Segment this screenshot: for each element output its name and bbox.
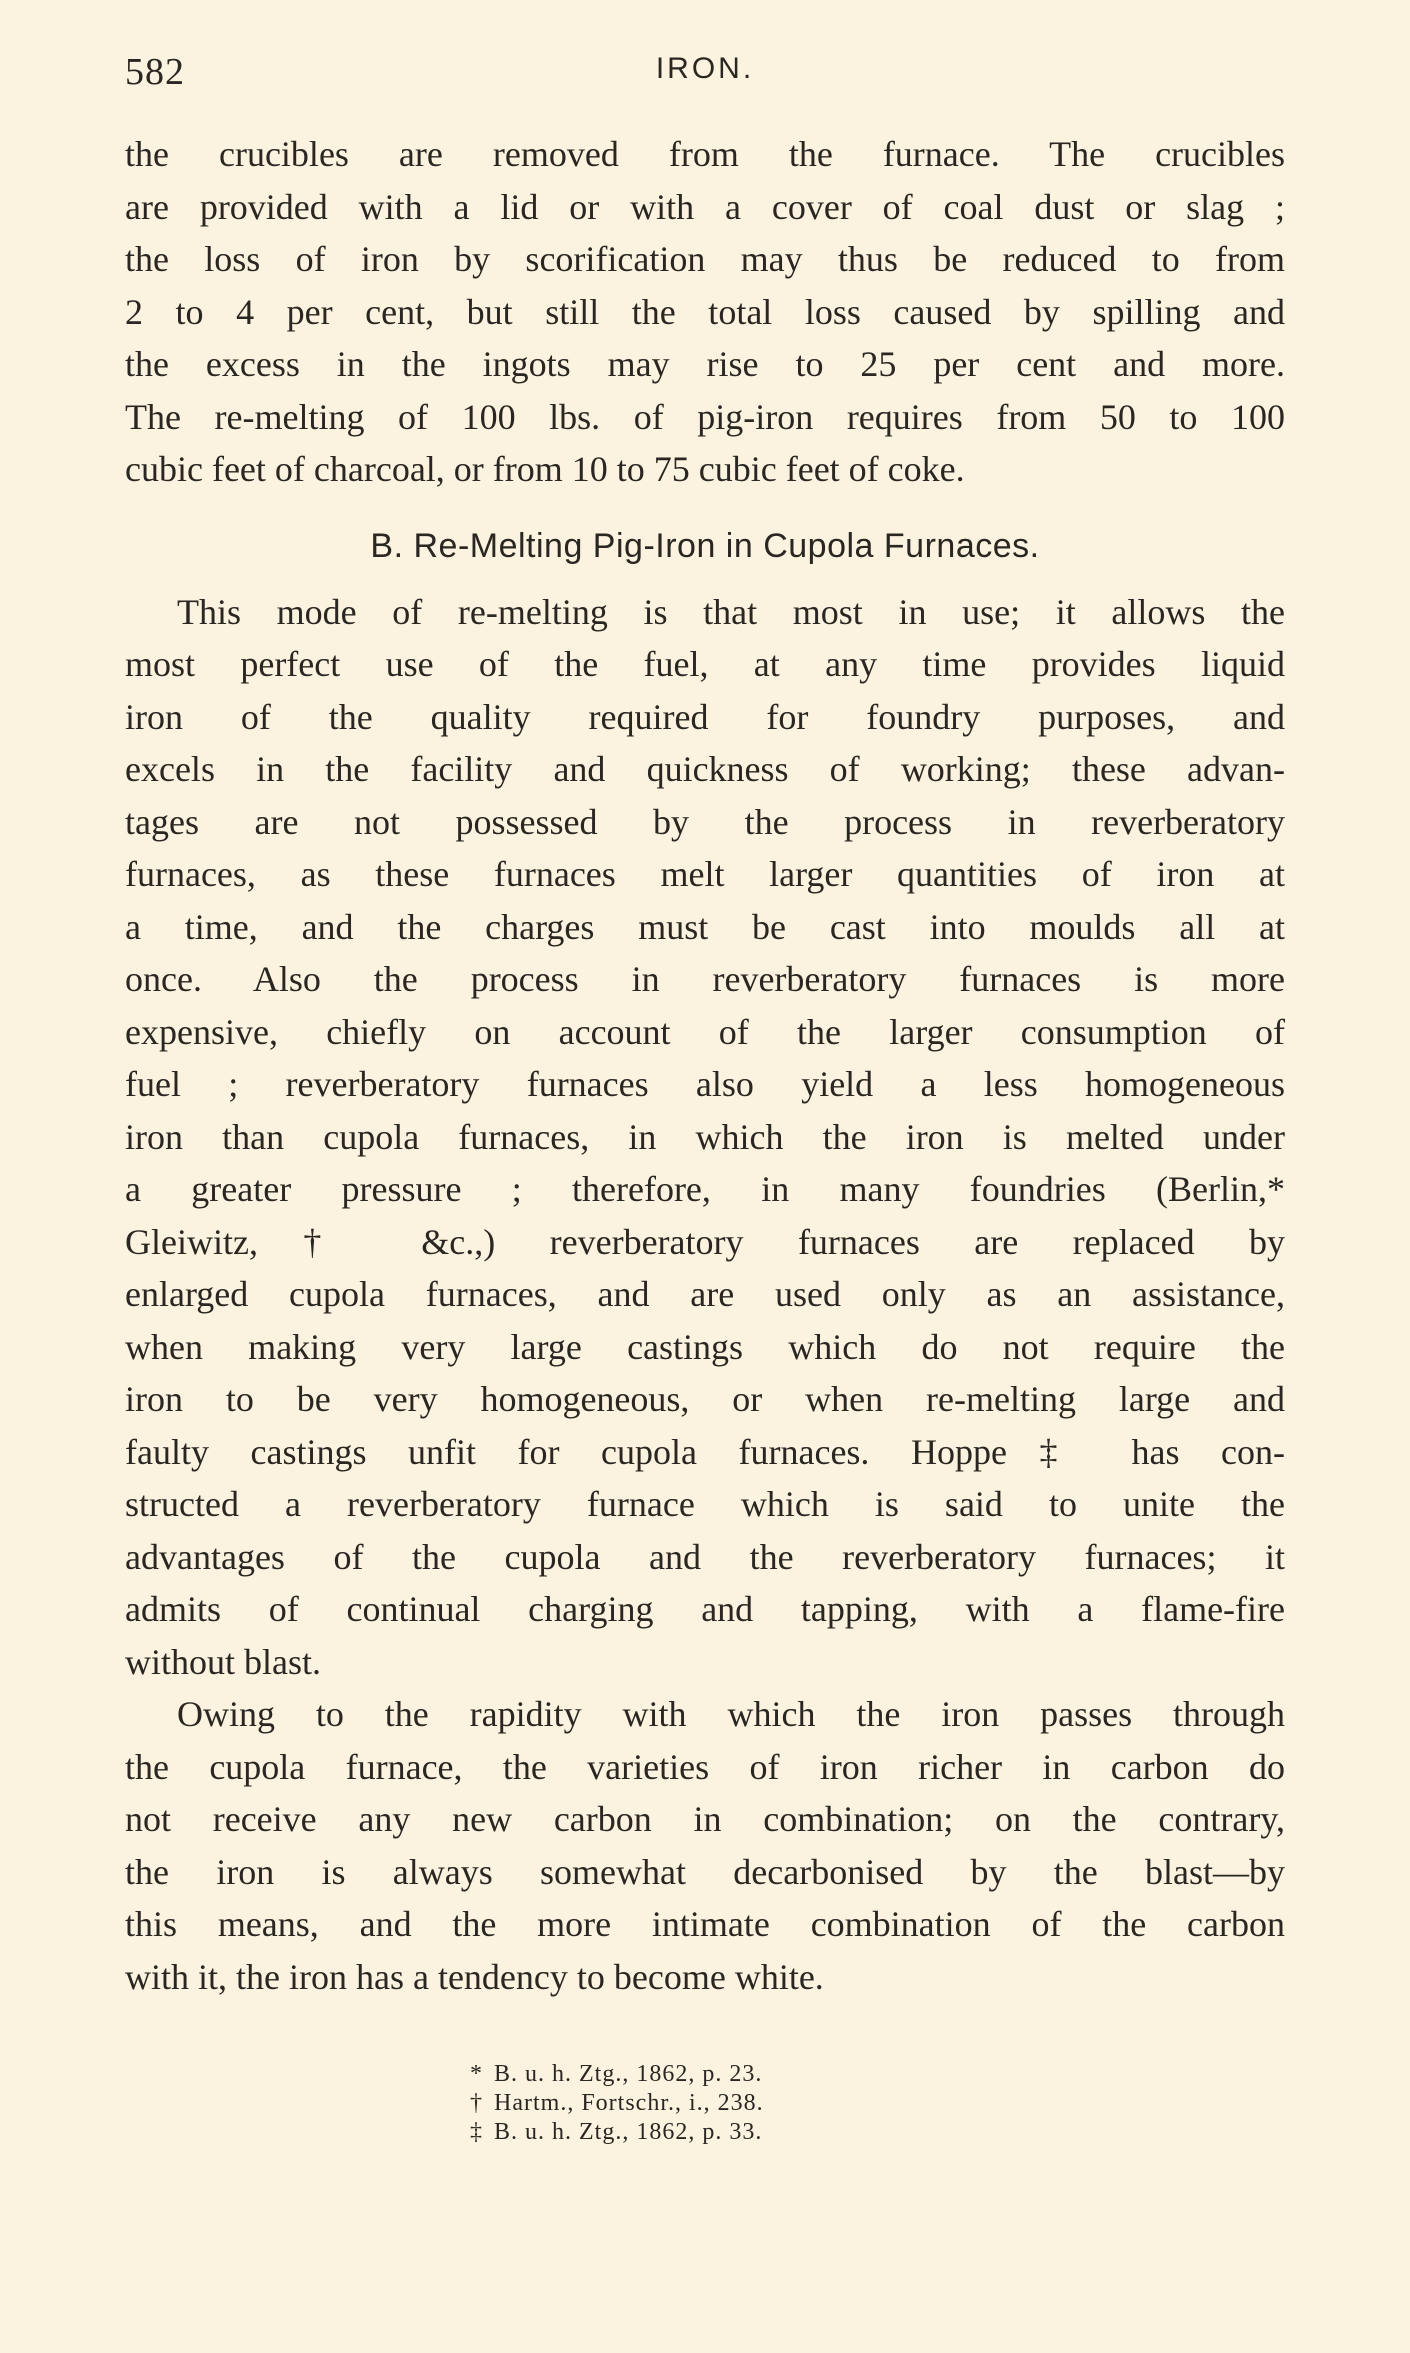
body-text [125,128,1285,2003]
footnote-mark: † [470,2090,483,2116]
footnotes [470,2060,1070,2147]
text-line: most perfect use of the fuel, at any time provides liquid [125,644,1285,684]
text-line: the crucibles are removed from the furnace. The crucibles [125,134,1285,174]
text-line: a time, and the charges must be cast into moulds all at [125,906,1285,947]
text-line: Gleiwitz,† &c.,) reverberatory furnaces are replaced by [125,1221,1285,1262]
text-line: excels in the facility and quickness of working; these advan- [125,749,1285,789]
text-line: structed a reverberatory furnace which is said to unite the [125,1484,1285,1524]
text-line: enlarged cupola furnaces, and are used only as an assistance, [125,1274,1285,1314]
text-line: the loss of iron by scorification may thus be reduced to from [125,239,1285,279]
text-line: 2 to 4 per cent, but still the total loss caused by spilling and [125,291,1285,332]
text-line: iron of the quality required for foundry purposes, and [125,696,1285,737]
text-line: the iron is always somewhat decarbonised by the blast—by [125,1851,1285,1892]
text-line: cubic feet of charcoal, or from 10 to 75 cubic feet of coke. [125,449,965,489]
text-line: the excess in the ingots may rise to 25 per cent and more. [125,344,1285,384]
text-line: not receive any new carbon in combination; on the contrary, [125,1799,1285,1839]
footnote-text: B. u. h. Ztg., 1862, p. 23. [494,2061,763,2087]
text-line: tages are not possessed by the process in reverberatory [125,801,1285,842]
text-line: admits of continual charging and tapping, with a flame-fire [125,1589,1285,1629]
paragraph-crucibles [125,128,1285,496]
paragraph-cupola-mode [125,586,1285,1689]
text-line: Owing to the rapidity with which the iron passes through [177,1694,1285,1734]
text-line: This mode of re-melting is that most in use; it allows the [177,591,1285,632]
running-title: IRON. [655,52,755,85]
text-line: when making very large castings which do not require the [125,1326,1285,1367]
footnote [470,2089,1070,2118]
footnote-mark: * [470,2061,483,2087]
text-line: are provided with a lid or with a cover of coal dust or slag ; [125,186,1285,227]
footnote-text: Hartm., Fortschr., i., 238. [494,2090,764,2116]
footnote-text: B. u. h. Ztg., 1862, p. 33. [494,2119,763,2145]
footnote [470,2118,1070,2147]
footnote-mark: ‡ [470,2119,483,2145]
text-line: once. Also the process in reverberatory furnaces is more [125,959,1285,999]
section-heading: B. Re-Melting Pig-Iron in Cupola Furnaces. [370,526,1040,565]
text-line: with it, the iron has a tendency to become white. [125,1956,824,1997]
text-line: a greater pressure ; therefore, in many foundries (Berlin,* [125,1169,1285,1209]
text-line: The re-melting of 100 lbs. of pig-iron requires from 50 to 100 [125,396,1285,437]
page-number: 582 [125,51,185,93]
paragraph-decarbonisation [125,1688,1285,2003]
text-line: furnaces, as these furnaces melt larger quantities of iron at [125,854,1285,894]
page-header [125,46,1285,106]
text-line: this means, and the more intimate combination of the carbon [125,1904,1285,1944]
text-line: the cupola furnace, the varieties of iron richer in carbon do [125,1746,1285,1787]
text-line: iron than cupola furnaces, in which the iron is melted under [125,1116,1285,1157]
text-line: without blast. [125,1641,321,1682]
text-line: advantages of the cupola and the reverberatory furnaces; it [125,1536,1285,1577]
text-line: expensive, chiefly on account of the larger consumption of [125,1011,1285,1052]
text-line: fuel ; reverberatory furnaces also yield a less homogeneous [125,1064,1285,1104]
text-line: faulty castings unfit for cupola furnaces. Hoppe‡ has con- [125,1431,1285,1472]
footnote [470,2060,1070,2089]
text-line: iron to be very homogeneous, or when re-melting large and [125,1379,1285,1419]
